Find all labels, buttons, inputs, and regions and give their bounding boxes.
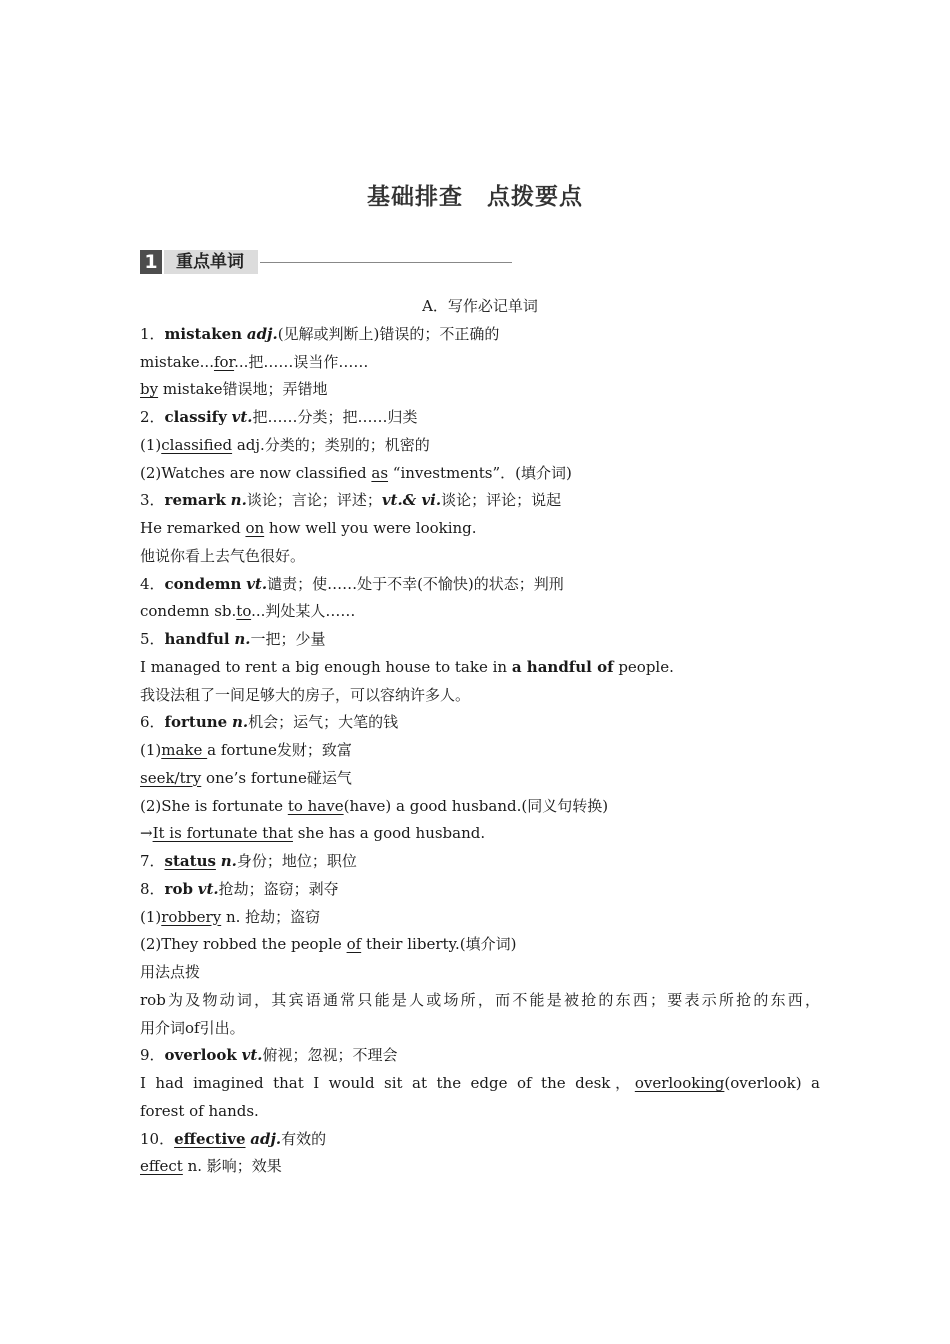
answer-blank: to have: [287, 796, 344, 815]
definition: 谴责；使……处于不幸(不愉快)的状态；判刑: [267, 574, 564, 593]
answer-blank: It is fortunate that: [152, 824, 293, 843]
text: mistake...: [140, 352, 214, 371]
definition: 抢劫；盗窃；剥夺: [218, 879, 339, 898]
headword: overlook: [164, 1046, 237, 1065]
headword: mistaken: [164, 324, 243, 343]
headword: condemn: [164, 574, 242, 593]
entry-detail-line: [140, 349, 820, 377]
text: adj.分类的；类别的；机密的: [232, 435, 430, 454]
definition: 机会；运气；大笔的钱: [248, 713, 399, 732]
text: 他说你看上去气色很好。: [140, 546, 306, 565]
entry-detail-line: [140, 820, 820, 848]
text: I had imagined that I would sit at the edge of the desk，: [140, 1074, 635, 1092]
headword: rob: [164, 879, 193, 898]
entry-detail-line: [140, 931, 820, 959]
entry-number: 4．: [140, 574, 165, 593]
entry-detail-line: [140, 376, 820, 404]
entry-detail-line: [140, 682, 820, 710]
entry-detail-line: [140, 1015, 820, 1043]
answer-blank: as: [371, 463, 389, 482]
text: a fortune发财；致富: [207, 741, 352, 759]
part-of-speech: vt.: [231, 408, 253, 426]
page-title: 基础排查 点拨要点: [367, 184, 583, 210]
headword: fortune: [164, 713, 228, 732]
text: n. 影响；效果: [182, 1157, 282, 1176]
answer-blank: robbery: [161, 907, 222, 926]
entry-headword-line: [140, 321, 820, 349]
text: (2)Watches are now classified: [140, 463, 372, 482]
answer-blank: to: [236, 602, 252, 621]
text: 我设法租了一间足够大的房子，可以容纳许多人。: [140, 685, 471, 704]
entry-detail-line: [140, 432, 820, 460]
definition: 一把；少量: [250, 630, 326, 648]
part-of-speech: vt.: [241, 1046, 263, 1065]
headword: remark: [164, 491, 226, 510]
entry-detail-line: [140, 765, 820, 793]
entry-detail-line: [140, 515, 820, 543]
definition: 有效的: [281, 1129, 327, 1148]
entry-detail-line: [140, 793, 820, 821]
entry-detail-line: [140, 987, 820, 1015]
headword: classify: [164, 408, 227, 426]
part-of-speech: n.: [231, 713, 249, 732]
entry-number: 7．: [140, 852, 165, 870]
text: (1): [140, 907, 162, 926]
entry-headword-line: [140, 1042, 820, 1070]
entry-detail-line: [140, 737, 820, 765]
text: (2)She is fortunate: [140, 796, 288, 815]
answer-blank: classified: [161, 435, 233, 454]
text: their liberty.(填介词): [361, 935, 517, 954]
entry-number: 2．: [140, 408, 165, 426]
part-of-speech: vt.: [246, 574, 268, 593]
part-of-speech: n.: [230, 491, 247, 510]
entry-number: 5．: [140, 630, 165, 648]
part-of-speech: n.: [234, 630, 251, 648]
text: “investments”．(填介词): [388, 463, 572, 482]
text: how well you were looking.: [264, 519, 477, 537]
text: condemn sb.: [140, 602, 237, 621]
text: n. 抢劫；盗窃: [221, 907, 321, 926]
text: one’s fortune碰运气: [201, 768, 352, 787]
entry-detail-line: [140, 959, 820, 987]
entry-number: 1．: [140, 324, 165, 343]
text: ...判处某人……: [251, 602, 356, 621]
text: (overlook) a: [724, 1074, 821, 1092]
answer-blank: by: [140, 380, 159, 399]
entry-detail-line: [140, 598, 820, 626]
text: she has a good husband.: [292, 824, 486, 843]
entry-number: 10．: [140, 1129, 175, 1148]
text: (have) a good husband.(同义句转换): [343, 796, 609, 815]
entry-detail-line: [140, 904, 820, 932]
section-number: 1: [140, 250, 162, 274]
entry-headword-line: [140, 571, 820, 599]
entry-headword-line: [140, 876, 820, 904]
entry-headword-line: [140, 709, 820, 737]
text: I managed to rent a big enough house to take in: [140, 657, 512, 676]
entry-detail-line: [140, 460, 820, 488]
section-title: 重点单词: [164, 250, 258, 274]
entry-headword-line: [140, 848, 820, 876]
answer-blank: make: [161, 741, 208, 759]
entry-headword-line: [140, 487, 820, 515]
answer-blank: of: [346, 935, 362, 954]
answer-blank: seek/try: [140, 768, 202, 787]
entry-number: 9．: [140, 1046, 165, 1065]
headword: status: [164, 852, 216, 870]
text: →: [140, 824, 153, 843]
text: rob为及物动词，其宾语通常只能是人或场所，而不能是被抢的东西；要表示所抢的东西，: [140, 990, 820, 1009]
vocabulary-lines: [140, 321, 820, 1181]
entry-detail-line: [140, 543, 820, 571]
definition: 俯视；忽视；不理会: [262, 1046, 398, 1065]
text: ...把……误当作……: [234, 352, 369, 371]
text: 用法点拨: [140, 963, 201, 981]
text: forest of hands.: [140, 1101, 259, 1120]
answer-blank: on: [245, 519, 265, 537]
entry-headword-line: [140, 1126, 820, 1154]
headword: effective: [174, 1129, 246, 1148]
headword: handful: [164, 630, 230, 648]
entry-detail-line: [140, 654, 820, 682]
part-of-speech: n.: [220, 852, 237, 870]
entry-detail-line: [140, 1098, 820, 1126]
entry-detail-line: [140, 1070, 820, 1098]
entry-detail-line: [140, 1153, 820, 1181]
definition: 谈论；言论；评述；: [246, 491, 382, 510]
definition: 把……分类；把……归类: [252, 408, 418, 426]
part-of-speech: vt.: [197, 879, 219, 898]
entry-headword-line: [140, 404, 820, 432]
answer-blank: for: [213, 352, 235, 371]
part-of-speech: vt.& vi.: [381, 491, 442, 510]
text: 用介词of引出。: [140, 1018, 245, 1037]
text: mistake错误地；弄错地: [158, 380, 328, 399]
part-of-speech: adj.: [246, 324, 278, 343]
definition: 谈论；评论；说起: [441, 491, 562, 510]
text: (1): [140, 741, 162, 759]
section-header: [140, 250, 512, 274]
section-rule: [260, 262, 512, 263]
answer-blank: overlooking: [634, 1074, 725, 1092]
vocabulary-list: [140, 293, 820, 1181]
subheading: A．写作必记单词: [422, 297, 538, 315]
text: He remarked: [140, 519, 246, 537]
text: (1): [140, 435, 162, 454]
entry-number: 6．: [140, 713, 165, 732]
definition: 身份；地位；职位: [236, 852, 357, 870]
entry-headword-line: [140, 626, 820, 654]
entry-number: 3．: [140, 491, 165, 510]
text: people.: [613, 657, 674, 676]
bold-phrase: a handful of: [511, 657, 614, 676]
answer-blank: effect: [140, 1157, 183, 1176]
text: (2)They robbed the people: [140, 935, 347, 954]
part-of-speech: adj.: [250, 1129, 282, 1148]
entry-number: 8．: [140, 879, 165, 898]
definition: (见解或判断上)错误的；不正确的: [277, 324, 500, 343]
